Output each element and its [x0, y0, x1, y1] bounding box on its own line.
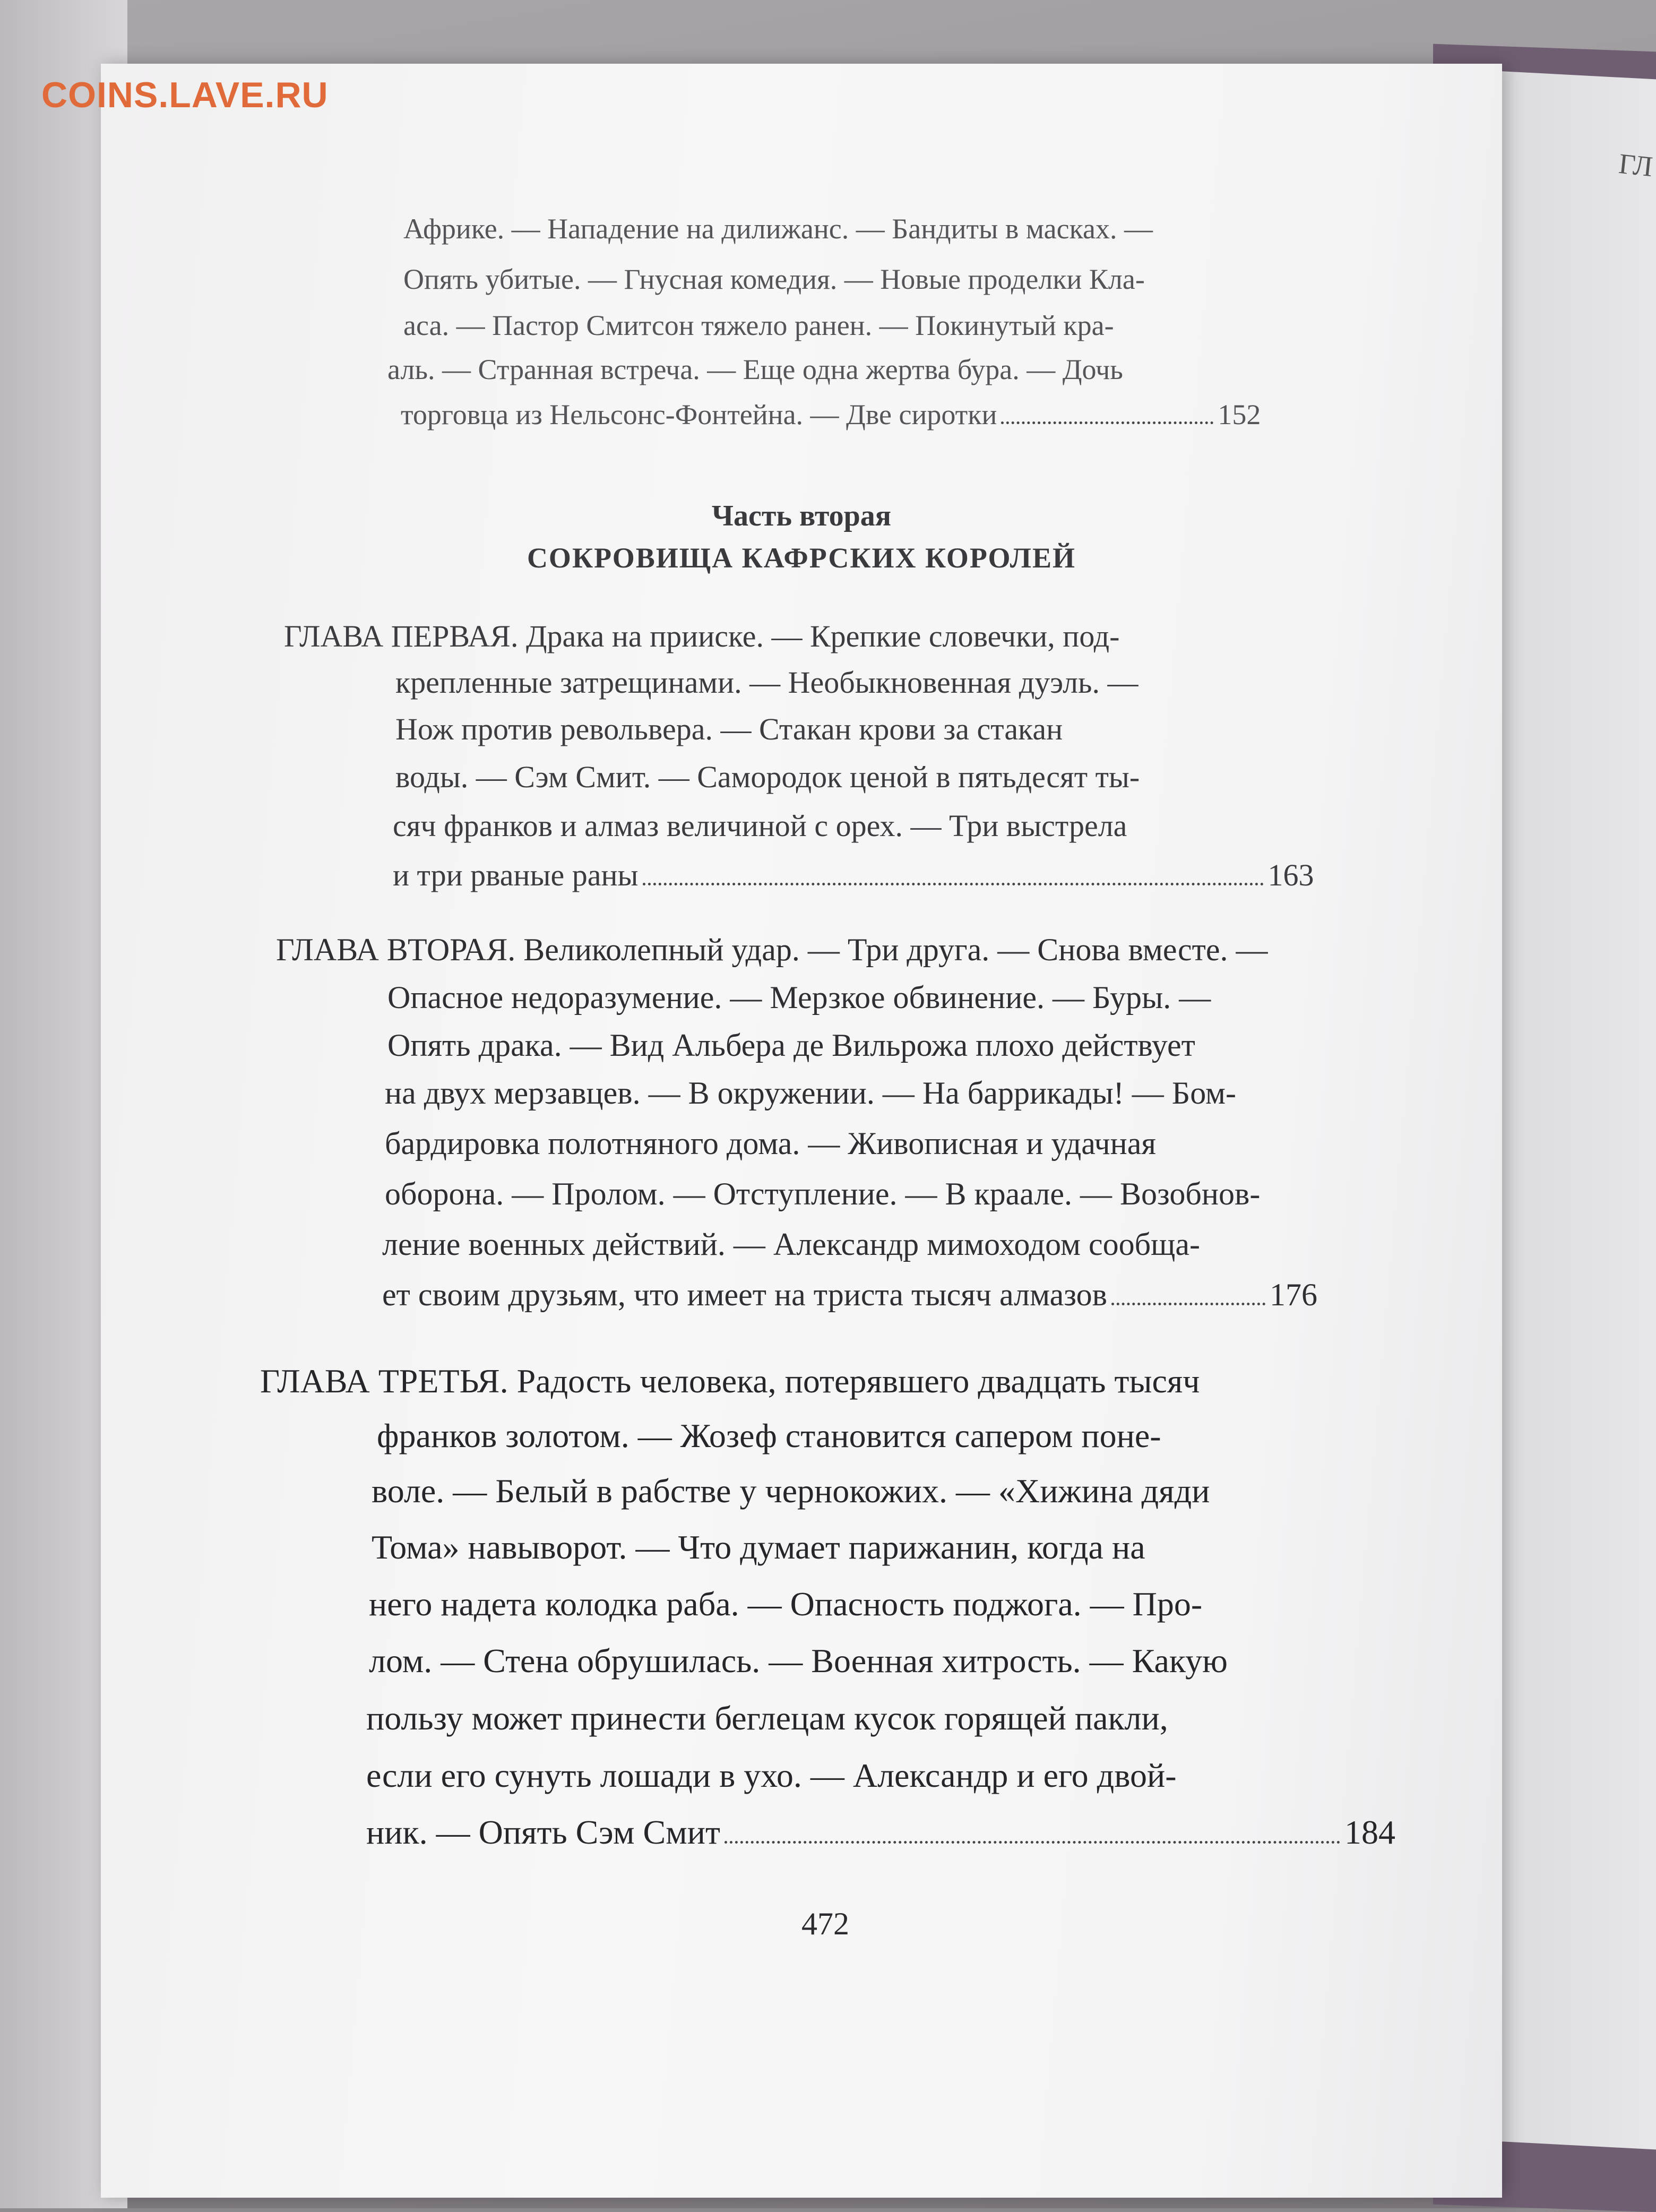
watermark: COINS.LAVE.RU [41, 75, 329, 115]
page-reference: 184 [1344, 1813, 1395, 1851]
toc-line: пользу может принести беглецам кусок горящей пакли, [366, 1699, 1168, 1737]
toc-line: на двух мерзавцев. — В окружении. — На баррикады! — Бом- [385, 1075, 1237, 1111]
toc-line: Опять убитые. — Гнусная комедия. — Новые проделки Кла- [403, 263, 1145, 295]
toc-line: аса. — Пастор Смитсон тяжело ранен. — Покинутый кра- [403, 309, 1114, 341]
toc-line: Опасное недоразумение. — Мерзкое обвинение. — Буры. — [387, 980, 1211, 1015]
toc-line: Опять драка. — Вид Альбера де Вильрожа плохо действует [387, 1028, 1195, 1063]
toc-line-text: ник. — Опять Сэм Смит [366, 1813, 720, 1851]
page-reference: 163 [1267, 858, 1314, 892]
toc-line: оборона. — Пролом. — Отступление. — В краале. — Возобнов- [385, 1176, 1261, 1211]
dot-leader [724, 1841, 1340, 1844]
toc-line-last [393, 857, 1314, 893]
toc-line-last [401, 398, 1261, 431]
toc-line: ГЛАВА ВТОРАЯ. Великолепный удар. — Три друга. — Снова вместе. — [276, 932, 1268, 967]
toc-line-text: ет своим друзьям, что имеет на триста тысяч алмазов [382, 1277, 1107, 1312]
toc-line: Африке. — Нападение на дилижанс. — Бандиты в масках. — [403, 213, 1153, 245]
page-reference: 152 [1218, 399, 1261, 431]
part-title: СОКРОВИЩА КАФРСКИХ КОРОЛЕЙ [527, 542, 1076, 574]
toc-line: бардировка полотняного дома. — Живописная и удачная [385, 1126, 1156, 1161]
toc-line: него надета колодка раба. — Опасность поджога. — Про- [369, 1585, 1203, 1623]
toc-line: ление военных действий. — Александр мимоходом сообща- [382, 1227, 1200, 1262]
toc-line-text: и три рваные раны [393, 858, 639, 892]
toc-line: воды. — Сэм Смит. — Самородок ценой в пятьдесят ты- [395, 760, 1140, 794]
page-reference: 176 [1269, 1277, 1317, 1312]
toc-line: сяч франков и алмаз величиной с орех. — Три выстрела [393, 808, 1127, 843]
dot-leader [643, 883, 1264, 885]
dot-leader [1001, 421, 1213, 424]
page-number: 472 [801, 1906, 849, 1941]
dot-leader [1111, 1303, 1265, 1305]
toc-line-last [366, 1813, 1395, 1852]
part-label: Часть вторая [711, 500, 892, 532]
toc-line: ГЛАВА ПЕРВАЯ. Драка на прииске. — Крепкие словечки, под- [284, 619, 1120, 653]
toc-line: если его сунуть лошади в ухо. — Александр и его двой- [366, 1757, 1177, 1794]
toc-line-last [382, 1277, 1317, 1313]
toc-line-text: торговца из Нельсонс-Фонтейна. — Две сиротки [401, 399, 997, 431]
next-page-text-fragment: ГЛ [1617, 147, 1654, 183]
toc-line: ГЛАВА ТРЕТЬЯ. Радость человека, потерявшего двадцать тысяч [260, 1362, 1200, 1400]
toc-line: лом. — Стена обрушилась. — Военная хитрость. — Какую [369, 1642, 1228, 1680]
toc-line: аль. — Странная встреча. — Еще одна жертва бура. — Дочь [387, 354, 1123, 385]
toc-line: франков золотом. — Жозеф становится сапером поне- [377, 1417, 1161, 1454]
toc-line: воле. — Белый в рабстве у чернокожих. — «Хижина дяди [372, 1472, 1210, 1510]
toc-line: Тома» навыворот. — Что думает парижанин, когда на [372, 1528, 1145, 1566]
toc-line: Нож против револьвера. — Стакан крови за стакан [395, 712, 1063, 746]
toc-line: крепленные затрещинами. — Необыкновенная дуэль. — [395, 665, 1138, 700]
